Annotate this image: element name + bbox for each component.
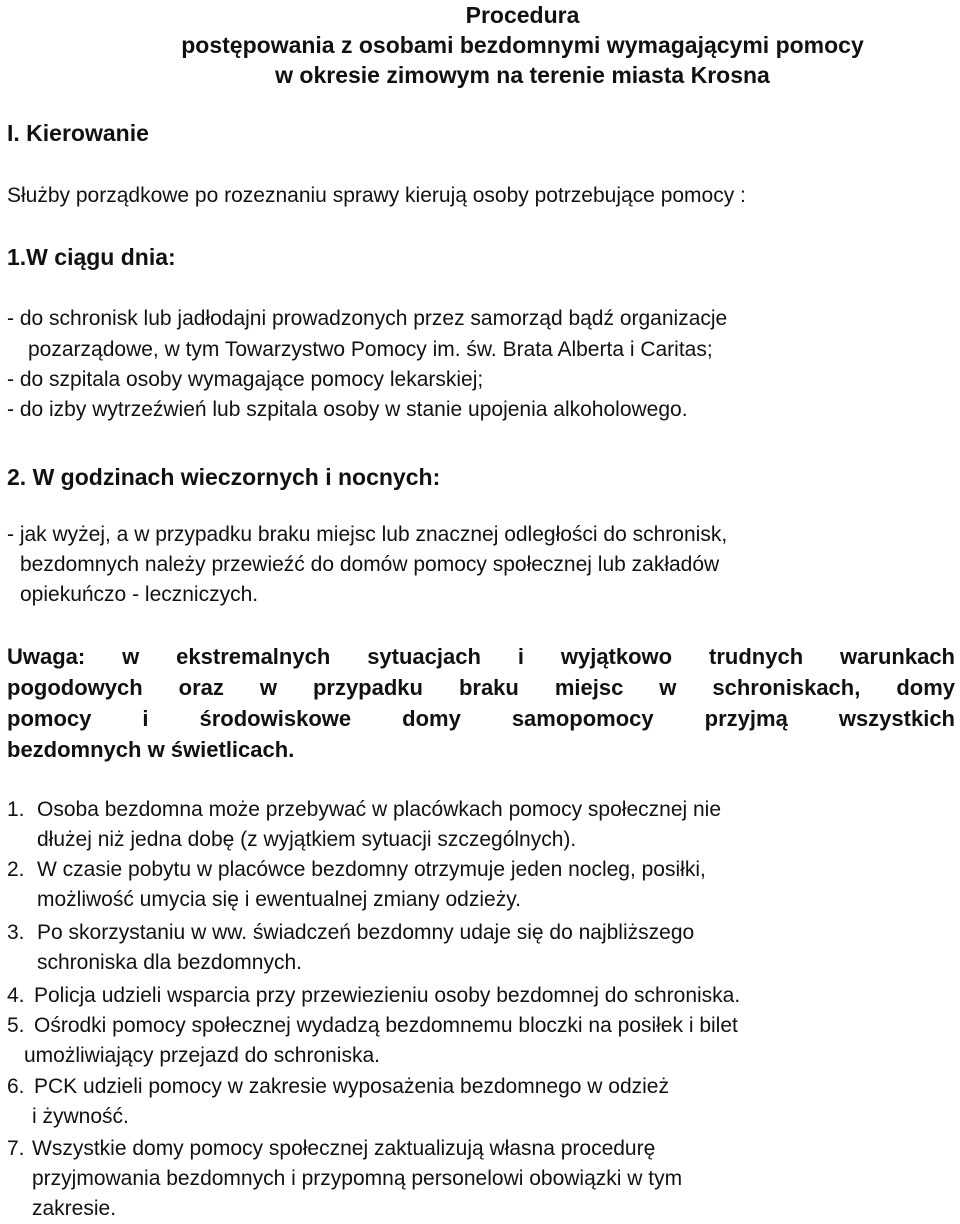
document-title [0, 0, 960, 90]
day-line-1: - do schronisk lub jadłodajni prowadzonych przez samorząd bądź organizacje [7, 307, 728, 330]
rule-1-line-2: dłużej niż jedna dobę (z wyjątkiem sytuacji szczególnych). [37, 828, 577, 851]
day-line-2: pozarządowe, w tym Towarzystwo Pomocy im. św. Brata Alberta i Caritas; [28, 338, 713, 361]
rule-4-line-1: Policja udzieli wsparcia przy przewiezieniu osoby bezdomnej do schroniska. [34, 984, 741, 1007]
rule-1-number: 1. [7, 798, 25, 821]
rule-7-line-3: zakresie. [32, 1197, 117, 1220]
day-heading: 1.W ciągu dnia: [7, 244, 176, 270]
section-heading-kierowanie: I. Kierowanie [7, 120, 149, 146]
rule-6-number: 6. [7, 1075, 25, 1098]
rule-2-number: 2. [7, 858, 25, 881]
warning-line-1: Uwaga: w ekstremalnych sytuacjach i wyjątkowo trudnych warunkach [7, 644, 955, 669]
warning-line-4: bezdomnych w świetlicach. [7, 737, 295, 762]
day-line-3: - do szpitala osoby wymagające pomocy lekarskiej; [7, 368, 484, 391]
warning-line-2: pogodowych oraz w przypadku braku miejsc w schroniskach, domy [7, 675, 955, 700]
rule-7-line-2: przyjmowania bezdomnych i przypomną personelowi obowiązki w tym [32, 1167, 683, 1190]
title-line-3: w okresie zimowym na terenie miasta Krosna [275, 62, 770, 88]
warning-line-3: pomocy i środowiskowe domy samopomocy przyjmą wszystkich [7, 706, 955, 731]
intro-text: Służby porządkowe po rozeznaniu sprawy kierują osoby potrzebujące pomocy : [7, 184, 746, 207]
day-line-4: - do izby wytrzeźwień lub szpitala osoby w stanie upojenia alkoholowego. [7, 398, 688, 421]
rule-3-number: 3. [7, 921, 25, 944]
rule-7-line-1: Wszystkie domy pomocy społecznej zaktualizują własna procedurę [32, 1137, 656, 1160]
rule-4-number: 4. [7, 984, 25, 1007]
night-line-3: opiekuńczo - leczniczych. [20, 583, 259, 606]
night-line-2: bezdomnych należy przewieźć do domów pomocy społecznej lub zakładów [20, 553, 720, 576]
rule-6-line-2: i żywność. [32, 1105, 129, 1128]
rule-2-line-1: W czasie pobytu w placówce bezdomny otrzymuje jeden nocleg, posiłki, [37, 858, 706, 881]
rule-5-number: 5. [7, 1014, 25, 1037]
rule-1-line-1: Osoba bezdomna może przebywać w placówkach pomocy społecznej nie [37, 798, 722, 821]
title-line-2: postępowania z osobami bezdomnymi wymagającymi pomocy [181, 32, 864, 58]
rule-3-line-1: Po skorzystaniu w ww. świadczeń bezdomny udaje się do najbliższego [37, 921, 695, 944]
rule-5-line-1: Ośrodki pomocy społecznej wydadzą bezdomnemu bloczki na posiłek i bilet [34, 1014, 738, 1037]
rule-5-line-2: umożliwiający przejazd do schroniska. [24, 1044, 380, 1067]
night-line-1: - jak wyżej, a w przypadku braku miejsc lub znacznej odległości do schronisk, [7, 523, 728, 546]
night-heading: 2. W godzinach wieczornych i nocnych: [7, 464, 441, 490]
rule-7-number: 7. [7, 1137, 25, 1160]
rule-6-line-1: PCK udzieli pomocy w zakresie wyposażenia bezdomnego w odzież [34, 1075, 669, 1098]
rule-3-line-2: schroniska dla bezdomnych. [37, 951, 302, 974]
warning-paragraph [7, 641, 955, 765]
rule-2-line-2: możliwość umycia się i ewentualnej zmiany odzieży. [37, 888, 521, 911]
title-line-1: Procedura [465, 2, 580, 28]
